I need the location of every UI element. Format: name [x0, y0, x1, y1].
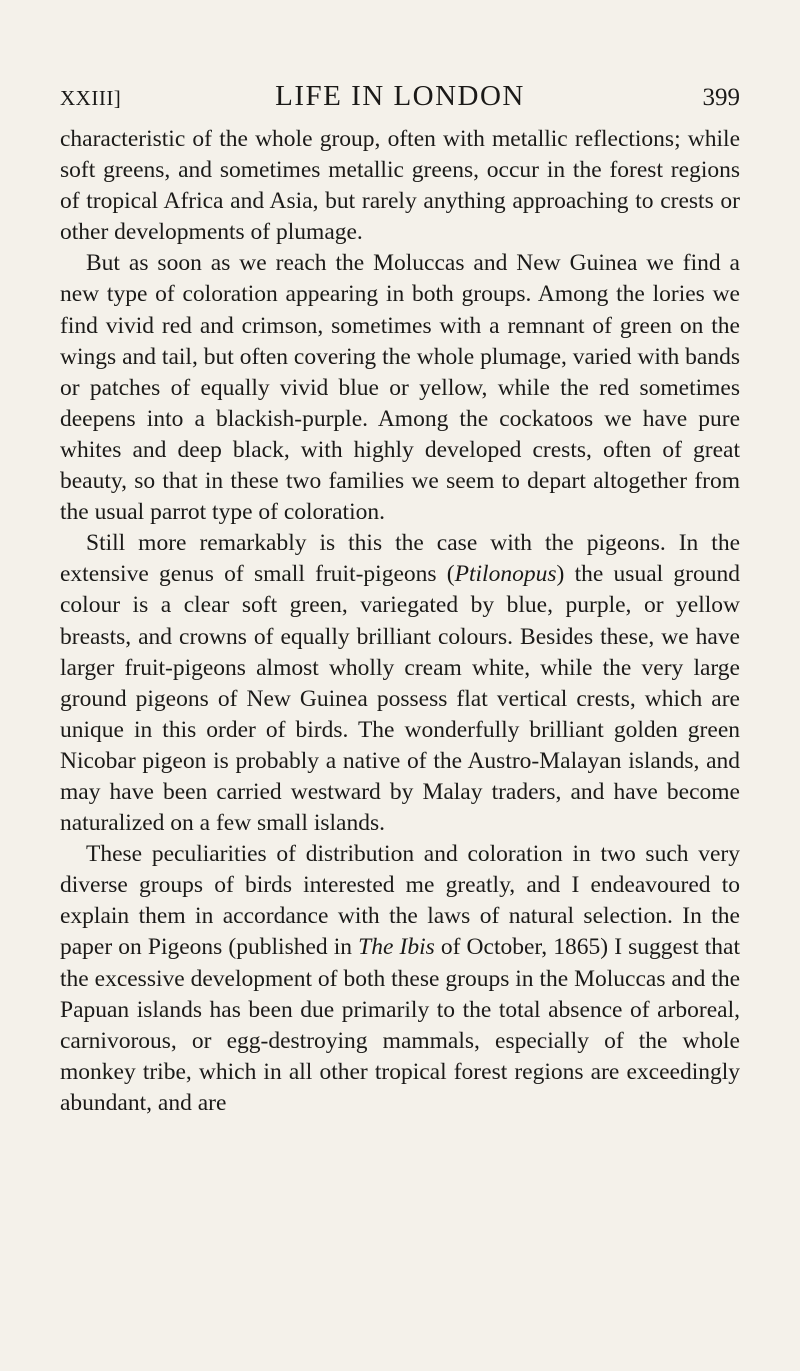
running-title: LIFE IN LONDON: [275, 80, 525, 112]
page-number: 399: [702, 84, 740, 111]
body-text: [60, 124, 740, 1119]
journal-title: The Ibis: [358, 934, 435, 961]
paragraph: Still more remarkably is this the case with the pigeons. In the extensive genus of small fruit-pigeons (Ptilonopus) the usual ground colour is a clear soft green, variegated by blue, purple, or yellow breasts, and crowns of equally brilliant colours. Besides these, we have larger fruit-pigeons almost wholly cream white, while the very large ground pigeons of New Guinea possess flat vertical crests, which are unique in this order of birds. The wonderfully brilliant golden green Nicobar pigeon is probably a native of the Austro-Malayan islands, and may have been carried westward by Malay traders, and have become naturalized on a few small islands.: [60, 530, 740, 837]
paragraph: characteristic of the whole group, often with metallic reflections; while soft greens, and sometimes metallic greens, occur in the forest regions of tropical Africa and Asia, but rarely anything approaching to crests or other developments of plumage.: [60, 126, 740, 246]
genus-name: Ptilonopus: [454, 561, 557, 588]
paragraph: But as soon as we reach the Moluccas and New Guinea we find a new type of coloration appearing in both groups. Among the lories we find vivid red and crimson, sometimes with a remnant of green on the wings and tail, but often covering the whole plumage, varied with bands or patches of equally vivid blue or yellow, while the red sometimes deepens into a blackish-purple. Among the cockatoos we have pure whites and deep black, with highly developed crests, often of great beauty, so that in these two families we seem to depart altogether from the usual parrot type of coloration.: [60, 250, 740, 526]
chapter-number: XXIII]: [60, 86, 122, 110]
paragraph: These peculiarities of distribution and coloration in two such very diverse groups of birds interested me greatly, and I endeavoured to explain them in accordance with the laws of natural selection. In the paper on Pigeons (published in The Ibis of October, 1865) I suggest that the excessive development of both these groups in the Moluccas and the Papuan islands has been due primarily to the total absence of arboreal, carnivorous, or egg-destroying mammals, especially of the whole monkey tribe, which in all other tropical forest regions are exceedingly abundant, and are: [60, 841, 740, 1116]
running-head: [0, 76, 800, 116]
